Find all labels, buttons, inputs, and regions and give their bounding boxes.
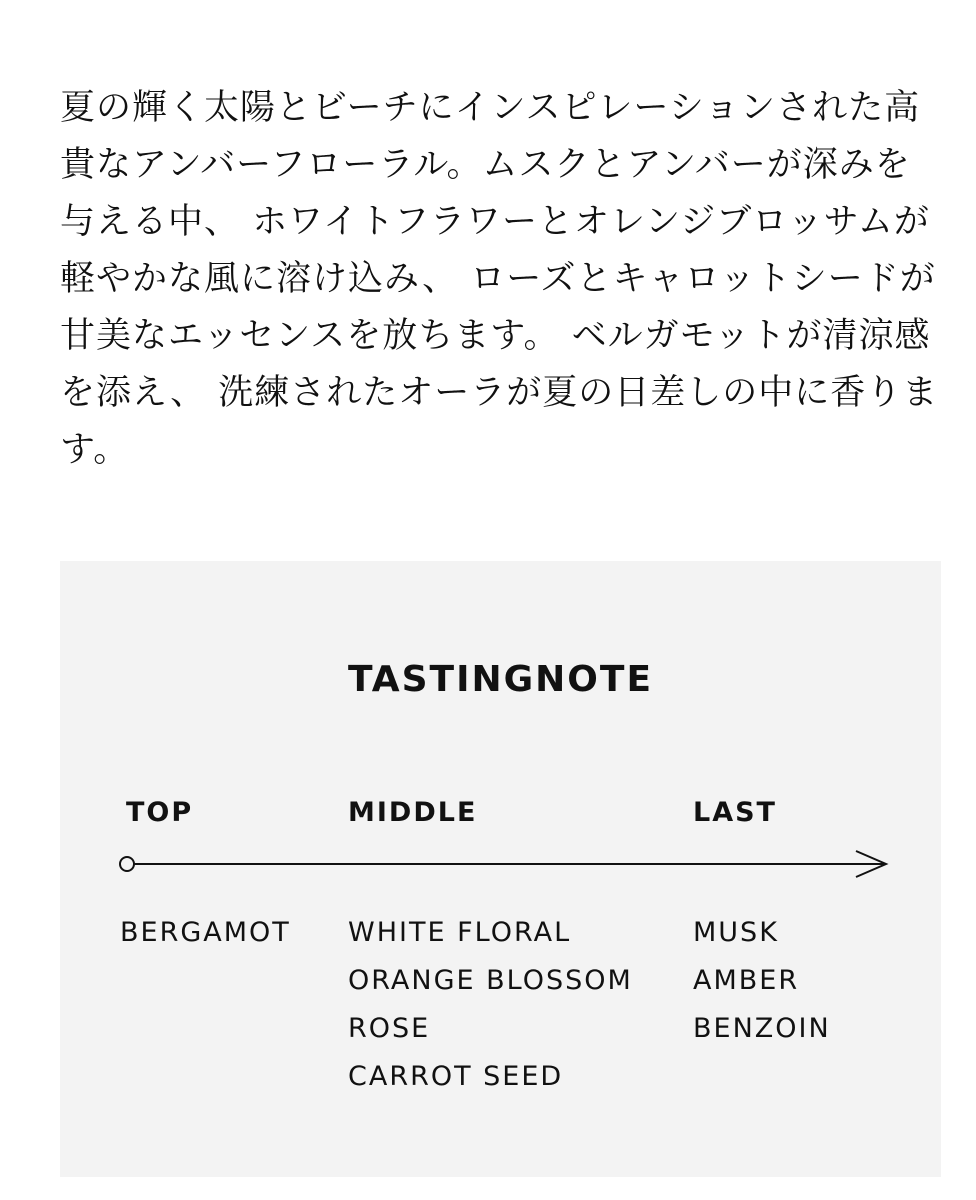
circle-start-icon [120,857,134,871]
notes-last [693,909,831,1053]
note-item: AMBER [693,965,800,996]
stage-label-last: LAST [693,797,777,828]
notes-top [120,909,291,957]
note-item: MUSK [693,917,779,948]
timeline [116,849,890,879]
note-item: ORANGE BLOSSOM [348,965,633,996]
note-item: BENZOIN [693,1013,831,1044]
tasting-note-panel [60,561,941,1177]
stage-label-top: TOP [126,797,194,828]
note-item: BERGAMOT [120,917,291,948]
product-description: 夏の輝く太陽とビーチにインスピレーションされた高貴なアンバーフローラル。ムスクとアンバーが深みを与える中、 ホワイトフラワーとオレンジブロッサムが軽やかな風に溶け込み、 ローズとキャロットシードが甘美なエッセンスを放ちます。 ベルガモットが清涼感を添え、 洗練されたオーラが夏の日差しの中に香ります。 [60,88,939,470]
note-item: CARROT SEED [348,1061,564,1092]
note-item: WHITE FLORAL [348,917,572,948]
notes-middle [348,909,633,1101]
stage-label-middle: MIDDLE [348,797,478,828]
note-item: ROSE [348,1013,431,1044]
tasting-note-title: TASTINGNOTE [347,659,654,700]
